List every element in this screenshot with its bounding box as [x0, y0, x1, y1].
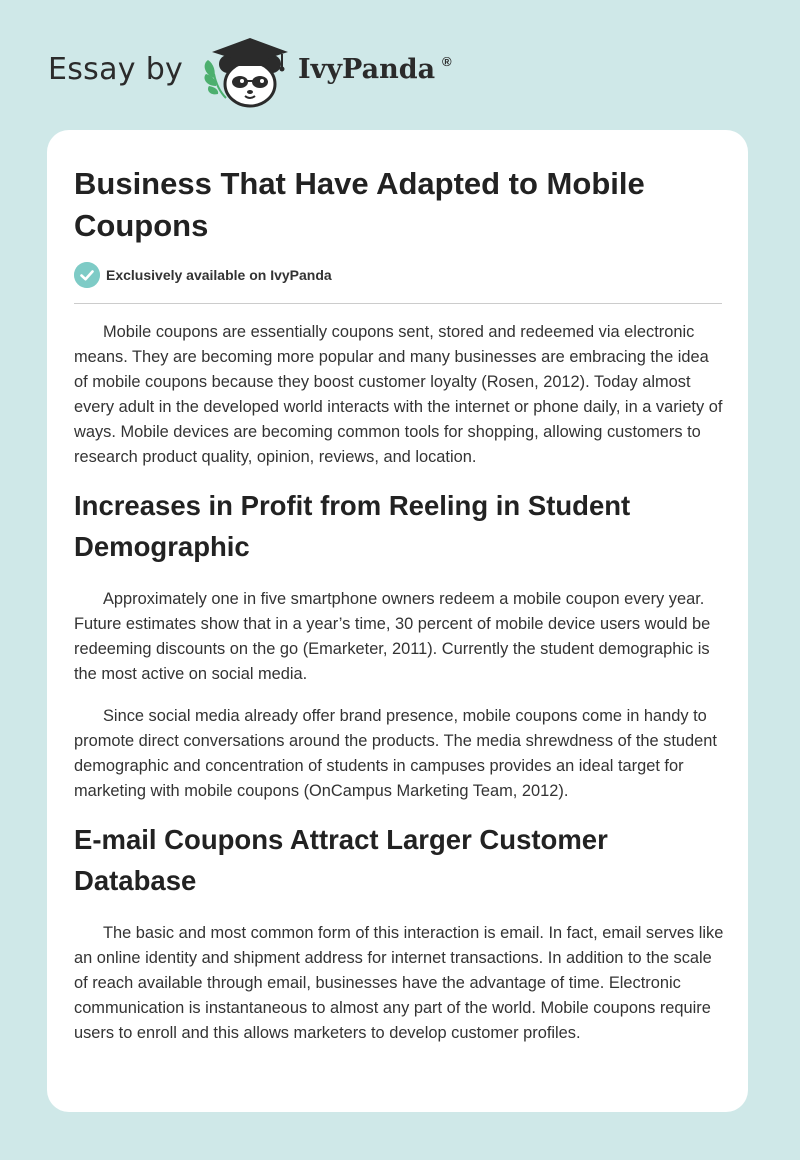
brand-prefix: Essay by — [48, 52, 184, 87]
exclusive-badge — [74, 262, 332, 288]
section-heading-email-coupons: E-mail Coupons Attract Larger Customer Database — [74, 824, 608, 896]
title-divider — [74, 303, 722, 304]
site-header-logo[interactable] — [48, 34, 468, 108]
paragraph-student-demographic-2: Since social media already offer brand presence, mobile coupons come in handy to promote direct conversations around the products. The media shrewdness of the student demographic and concentration of students in campuses provides an ideal target for marketing with mobile coupons (OnCampus Marketing Team, 2012). — [74, 707, 717, 800]
section-heading-student-demographic: Increases in Profit from Reeling in Student Demographic — [74, 490, 631, 562]
paragraph-intro: Mobile coupons are essentially coupons sent, stored and redeemed via electronic means. They are becoming more popular and many businesses are embracing the idea of mobile coupons because they boost customer loyalty (Rosen, 2012). Today almost every adult in the developed world interacts with the internet or phone daily, in a variety of ways. Mobile devices are becoming common tools for shopping, allowing customers to research product quality, opinion, reviews, and location. — [74, 323, 723, 466]
exclusive-badge-text: Exclusively available on IvyPanda — [106, 267, 332, 283]
check-circle-icon — [74, 262, 100, 288]
brand-name: IvyPanda — [298, 54, 436, 85]
paragraph-student-demographic-1: Approximately one in five smartphone owners redeem a mobile coupon every year. Future estimates show that in a year’s time, 30 percent of mobile device users would be redeeming discounts on the go (Emarketer, 2011). Currently the student demographic is the most active on social media. — [74, 590, 711, 683]
paragraph-email-coupons: The basic and most common form of this interaction is email. In fact, email serves like an online identity and shipment address for internet transactions. In addition to the scale of reach available through email, businesses have the advantage of time. Electronic communication is instantaneous to almost any part of the world. Mobile coupons require users to enroll and this allows marketers to develop customer profiles. — [74, 924, 724, 1042]
panda-graduate-logo-icon — [200, 34, 292, 110]
registered-mark: ® — [442, 54, 452, 69]
essay-card — [47, 130, 748, 1112]
essay-title: Business That Have Adapted to Mobile Coupons — [74, 166, 645, 243]
